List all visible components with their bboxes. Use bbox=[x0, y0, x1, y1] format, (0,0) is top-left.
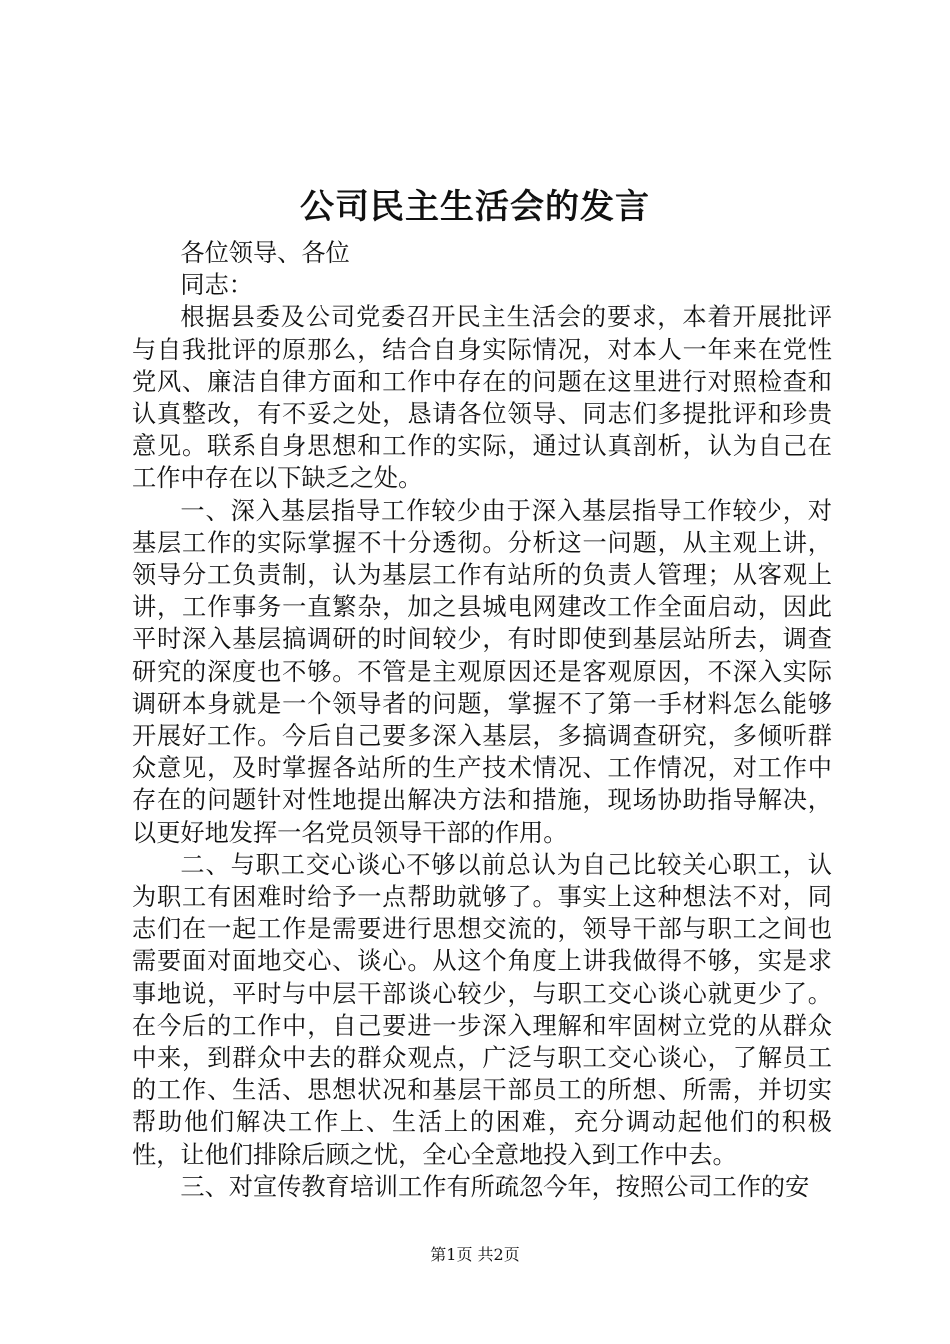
paragraph-section-3: 三、对宣传教育培训工作有所疏忽今年，按照公司工作的安 bbox=[180, 1172, 810, 1201]
document-body bbox=[132, 237, 832, 1203]
paragraph-intro: 根据县委及公司党委召开民主生活会的要求，本着开展批评与自我批评的原那么，结合自身实际情况，对本人一年来在党性党风、廉洁自律方面和工作中存在的问题在这里进行对照检查和认真整改，有不妥之处，恳请各位领导、同志们多提批评和珍贵意见。联系自身思想和工作的实际，通过认真剖析，认为自己在工作中存在以下缺乏之处。 bbox=[132, 303, 832, 493]
page-number-footer: 第1页 共2页 bbox=[430, 1245, 520, 1264]
paragraph-section-2: 二、与职工交心谈心不够以前总认为自己比较关心职工，认为职工有困难时给予一点帮助就够了。事实上这种想法不对，同志们在一起工作是需要进行思想交流的，领导干部与职工之间也需要面对面地交心、谈心。从这个角度上讲我做得不够，实是求事地说，平时与中层干部谈心较少，与职工交心谈心就更少了。在今后的工作中，自己要进一步深入理解和牢固树立党的从群众中来，到群众中去的群众观点，广泛与职工交心谈心，了解员工的工作、生活、思想状况和基层干部员工的所想、所需，并切实帮助他们解决工作上、生活上的困难，充分调动起他们的积极性，让他们排除后顾之忧，全心全意地投入到工作中去。 bbox=[132, 850, 832, 1169]
salutation-line-2: 同志： bbox=[180, 271, 253, 300]
paragraph-section-1: 一、深入基层指导工作较少由于深入基层指导工作较少，对基层工作的实际掌握不十分透彻。分析这一问题，从主观上讲，领导分工负责制，认为基层工作有站所的负责人管理；从客观上讲，工作事务一直繁杂，加之县城电网建改工作全面启动，因此平时深入基层搞调研的时间较少，有时即使到基层站所去，调查研究的深度也不够。不管是主观原因还是客观原因，不深入实际调研本身就是一个领导者的问题，掌握不了第一手材料怎么能够开展好工作。今后自己要多深入基层，多搞调查研究，多倾听群众意见，及时掌握各站所的生产技术情况、工作情况，对工作中存在的问题针对性地提出解决方法和措施，现场协助指导解决，以更好地发挥一名党员领导干部的作用。 bbox=[132, 496, 832, 847]
salutation-line-1: 各位领导、各位 bbox=[180, 239, 350, 267]
document-title: 公司民主生活会的发言 bbox=[300, 187, 650, 227]
